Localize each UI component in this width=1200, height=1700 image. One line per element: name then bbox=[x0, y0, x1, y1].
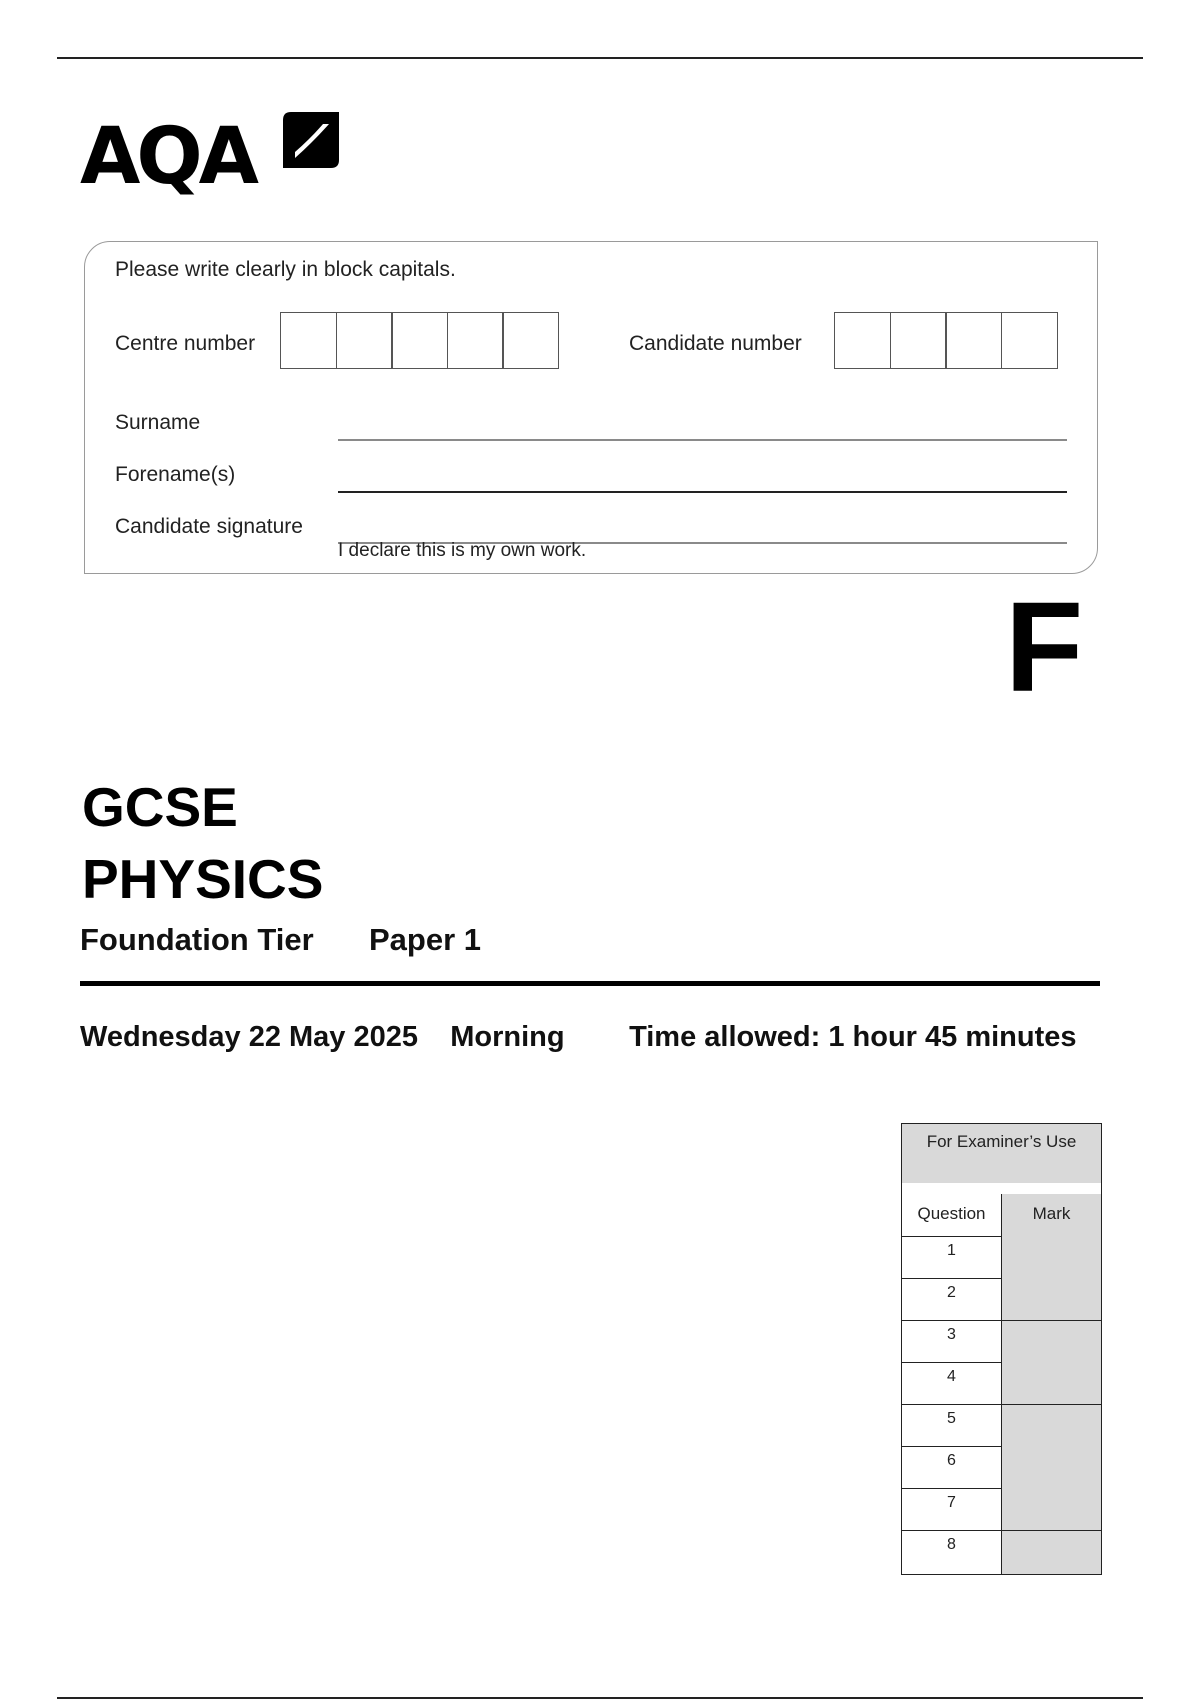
question-number-cell: 8 bbox=[902, 1530, 1002, 1574]
mark-group-divider bbox=[1002, 1530, 1101, 1531]
forenames-label: Forename(s) bbox=[115, 463, 236, 486]
bottom-rule bbox=[57, 1697, 1143, 1699]
signature-label: Candidate signature bbox=[115, 515, 303, 538]
candidate-number-digit-box[interactable] bbox=[1001, 312, 1058, 369]
aqa-logo-text: AQA bbox=[80, 112, 256, 202]
question-number-cell: 6 bbox=[902, 1446, 1002, 1488]
examiner-use-title: For Examiner’s Use bbox=[902, 1124, 1101, 1183]
centre-number-digit-box[interactable] bbox=[502, 312, 559, 369]
candidate-number-digit-box[interactable] bbox=[890, 312, 947, 369]
surname-write-line[interactable] bbox=[338, 439, 1067, 441]
question-column-header: Question bbox=[902, 1194, 1002, 1236]
candidate-number-digit-box[interactable] bbox=[834, 312, 891, 369]
centre-number-digit-box[interactable] bbox=[391, 312, 448, 369]
paper-name: Paper 1 bbox=[369, 922, 482, 957]
centre-number-digit-box[interactable] bbox=[280, 312, 337, 369]
tier-name: Foundation Tier bbox=[80, 922, 314, 957]
candidate-number-boxes bbox=[834, 312, 1056, 369]
mark-group-divider bbox=[1002, 1404, 1101, 1405]
exam-session-info bbox=[80, 1018, 1080, 1057]
qualification-title: GCSE bbox=[82, 776, 238, 838]
question-number-cell: 5 bbox=[902, 1404, 1002, 1446]
candidate-number-label: Candidate number bbox=[629, 332, 802, 355]
question-number-cell: 4 bbox=[902, 1362, 1002, 1404]
candidate-number-digit-box[interactable] bbox=[945, 312, 1002, 369]
aqa-logo bbox=[80, 112, 342, 212]
own-work-declaration: I declare this is my own work. bbox=[338, 540, 587, 561]
question-number-cell: 7 bbox=[902, 1488, 1002, 1530]
mark-group-divider bbox=[1002, 1320, 1101, 1321]
top-rule bbox=[57, 57, 1143, 59]
exam-session: Morning bbox=[450, 1021, 565, 1053]
subject-title: PHYSICS bbox=[82, 848, 324, 910]
aqa-leaf-mark-icon bbox=[283, 112, 339, 174]
candidate-details-box bbox=[84, 241, 1098, 574]
block-capitals-instruction: Please write clearly in block capitals. bbox=[115, 258, 456, 281]
centre-number-digit-box[interactable] bbox=[336, 312, 393, 369]
examiner-table-gap bbox=[902, 1183, 1101, 1194]
surname-label: Surname bbox=[115, 411, 201, 434]
centre-number-digit-box[interactable] bbox=[447, 312, 504, 369]
tier-letter: F bbox=[1005, 576, 1084, 719]
exam-date: Wednesday 22 May 2025 bbox=[80, 1021, 418, 1053]
centre-number-boxes bbox=[280, 312, 558, 369]
centre-number-label: Centre number bbox=[115, 332, 256, 355]
question-number-cell: 3 bbox=[902, 1320, 1002, 1362]
question-number-cell: 1 bbox=[902, 1236, 1002, 1278]
question-number-cell: 2 bbox=[902, 1278, 1002, 1320]
time-allowed: Time allowed: 1 hour 45 minutes bbox=[629, 1021, 1077, 1053]
title-divider bbox=[80, 981, 1100, 986]
mark-column-header: Mark bbox=[1032, 1204, 1071, 1223]
examiner-use-table bbox=[901, 1123, 1102, 1575]
forenames-write-line[interactable] bbox=[338, 491, 1067, 493]
